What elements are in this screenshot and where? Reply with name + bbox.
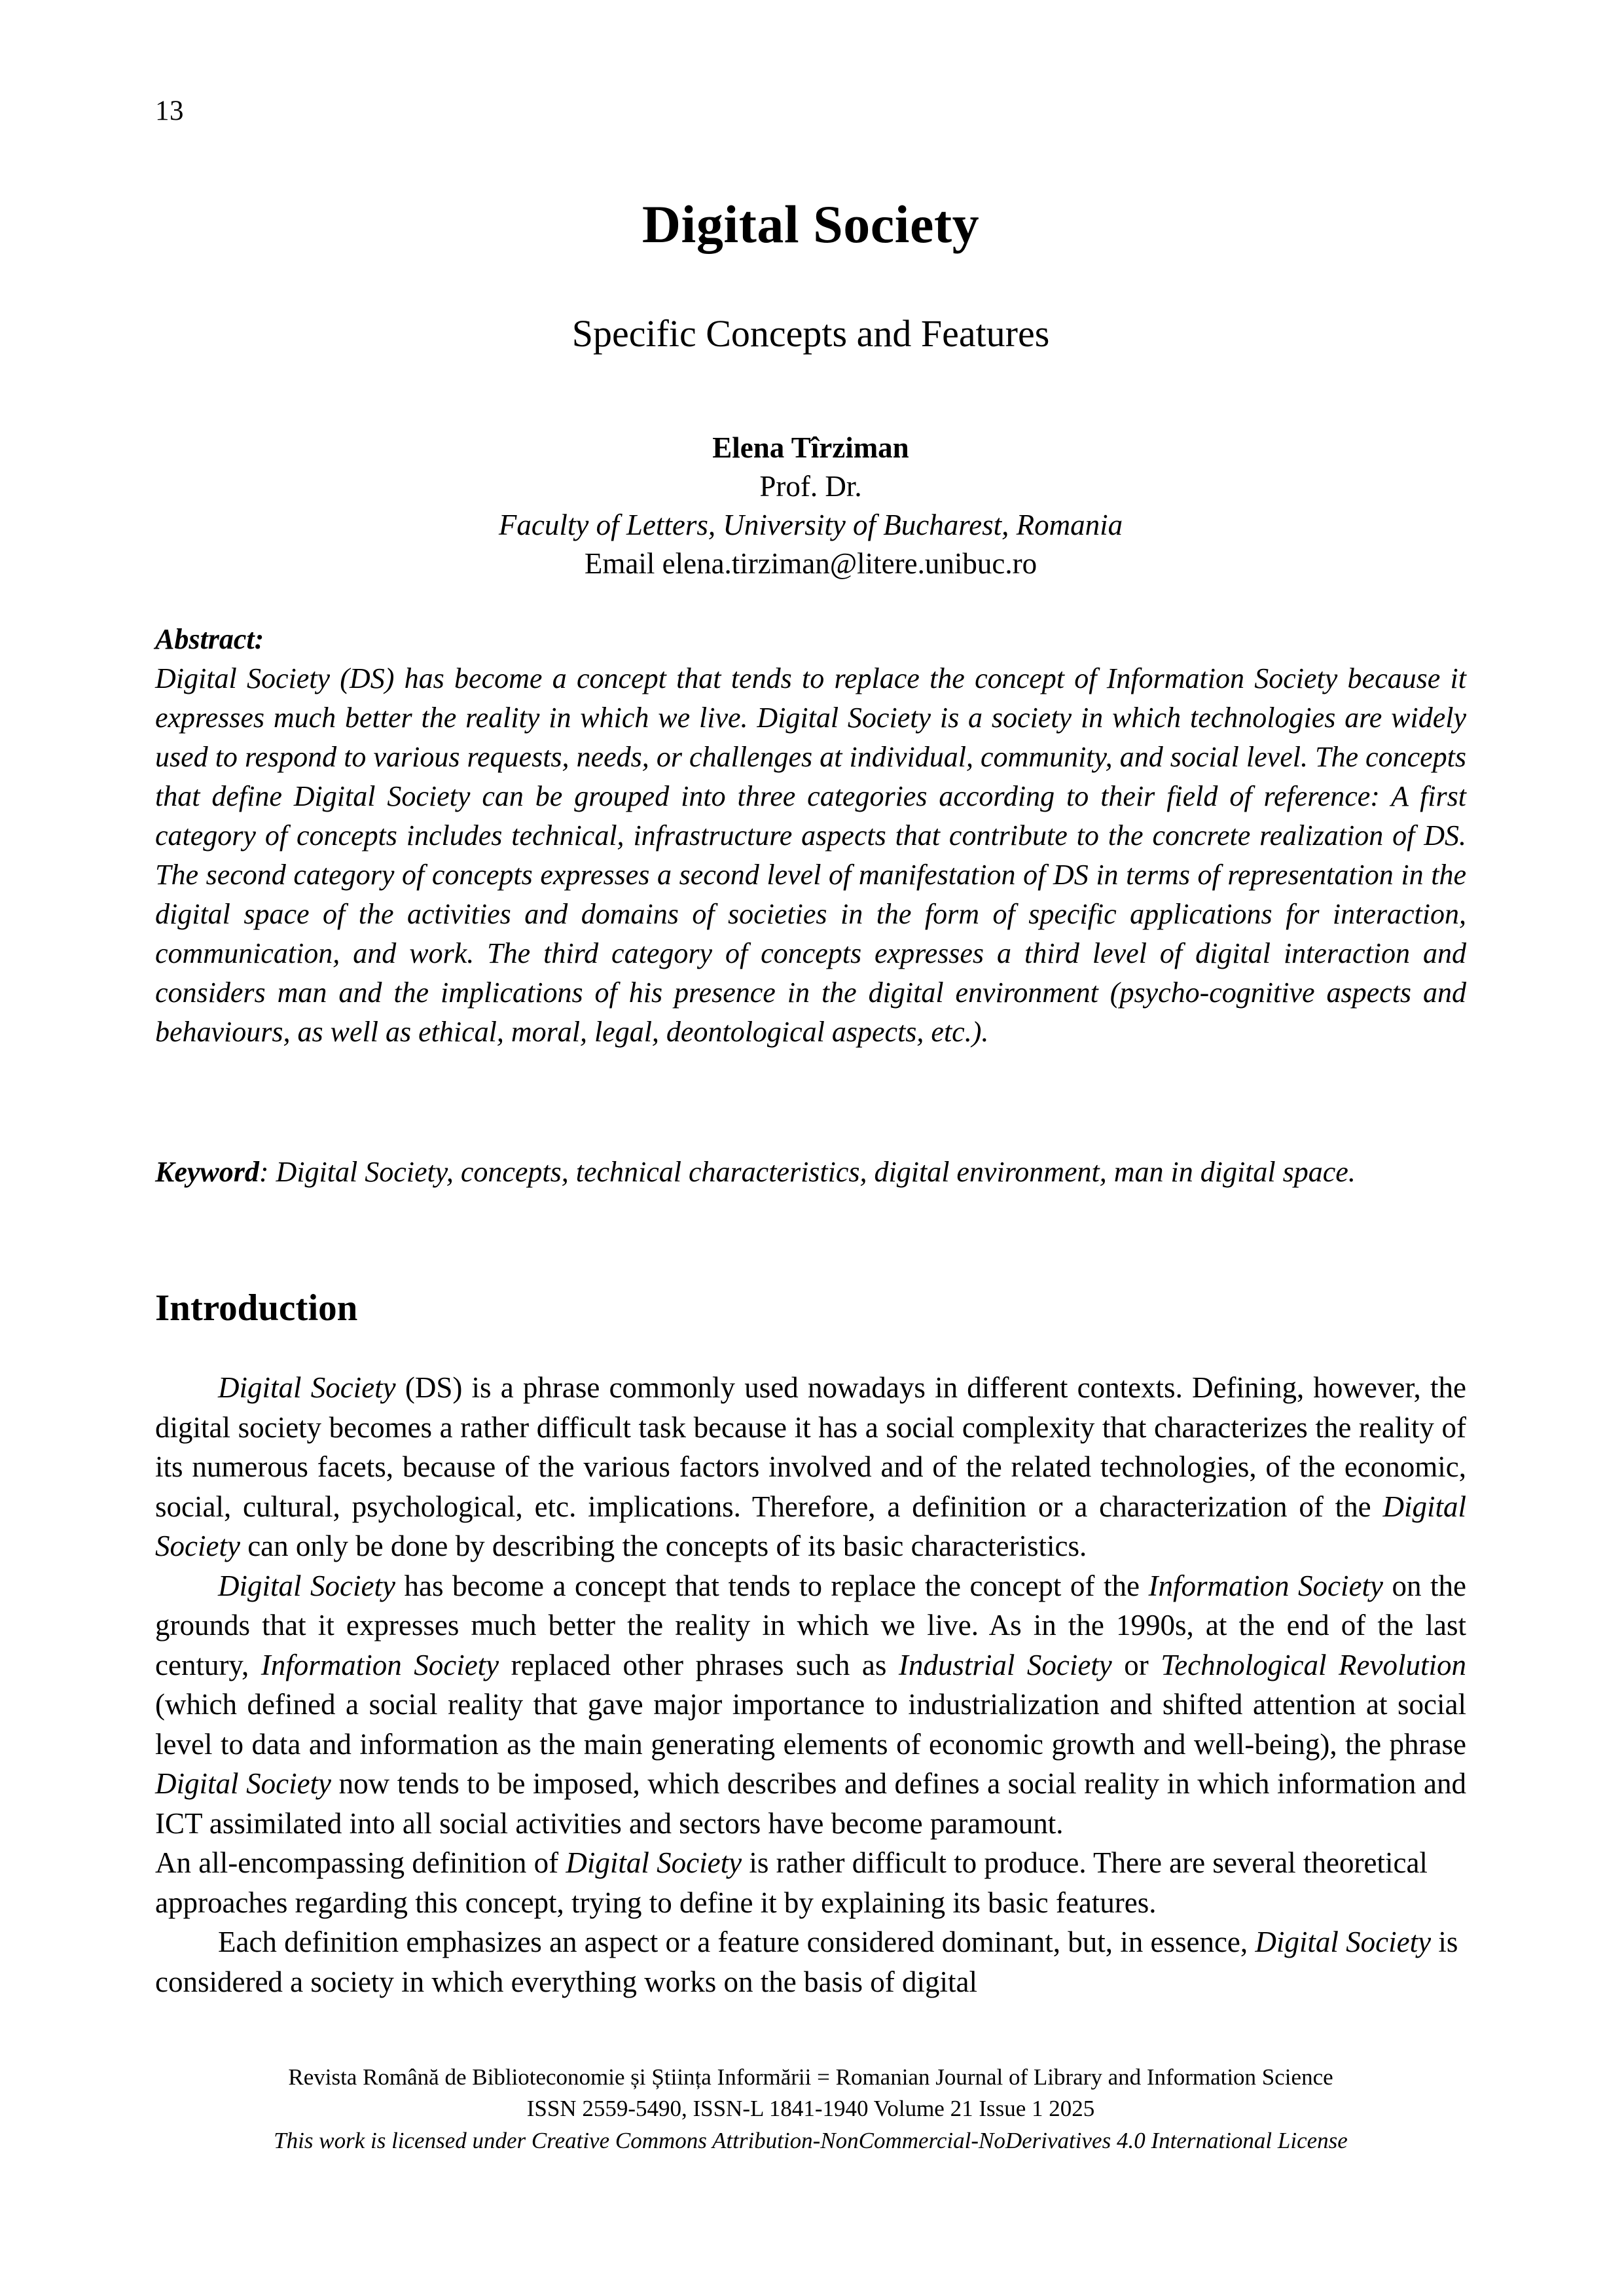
page-footer	[155, 2062, 1466, 2157]
page-number: 13	[155, 96, 184, 126]
keyword-label: Keyword	[155, 1156, 259, 1188]
author-email: Email elena.tirziman@litere.unibuc.ro	[584, 547, 1038, 580]
emph-industrial-society: Industrial Society	[898, 1648, 1112, 1681]
emph-digital-society-2: Digital Society	[155, 1490, 1466, 1563]
emph-information-society-2: Information Society	[261, 1648, 499, 1681]
paragraph-4-run-1: Each definition emphasizes an aspect or a feature considered dominant, but, in essence,	[218, 1926, 1255, 1959]
abstract-text: Digital Society (DS) has become a concept that tends to replace the concept of Information Society because it expresses much better the reality in which we live. Digital Society is a society in which technologies are widely used to respond to various requests, needs, or challenges at individual, community, and social level. The concepts that define Digital Society can be grouped into three categories according to their field of reference: A first category of concepts includes technical, infrastructure aspects that contribute to the concrete realization of DS. The second category of concepts expresses a second level of manifestation of DS in terms of representation in the digital space of the activities and domains of societies in the form of specific applications for interaction, communication, and work. The third category of concepts expresses a third level of digital interaction and considers man and the implications of his presence in the digital environment (psycho-cognitive aspects and behaviours, as well as ethical, moral, legal, deontological aspects, etc.).	[155, 662, 1466, 1049]
page-title: Digital Society	[641, 194, 980, 254]
paragraph-2-run-4: on the grounds that it expresses much better the reality in which we live. As in the 1990s, at the end of the last century,	[155, 1569, 1466, 1681]
paragraph-3-run-3: is rather difficult to produce. There are several theoretical approaches regarding this concept, trying to define it by explaining its basic features.	[155, 1846, 1428, 1919]
paragraph-2	[155, 1566, 1466, 1844]
emph-digital-society-3: Digital Society	[218, 1569, 395, 1602]
paragraph-1-run-4: can only be done by describing the concepts of its basic characteristics.	[240, 1530, 1087, 1563]
keyword-text: : Digital Society, concepts, technical characteristics, digital environment, man in digital space.	[259, 1156, 1356, 1188]
page-subtitle: Specific Concepts and Features	[571, 312, 1050, 355]
footer-journal-title: Revista Română de Biblioteconomie și Știința Informării = Romanian Journal of Library and Information Science	[288, 2064, 1333, 2090]
author-block	[155, 429, 1466, 583]
introduction-body	[155, 1368, 1466, 2001]
footer-license: This work is licensed under Creative Commons Attribution-NonCommercial-NoDerivatives 4.0 International License	[274, 2127, 1348, 2153]
paragraph-1	[155, 1368, 1466, 1566]
emph-technological-revolution: Technological Revolution	[1161, 1648, 1466, 1681]
section-heading-introduction: Introduction	[155, 1287, 358, 1329]
emph-digital-society-4: Digital Society	[155, 1767, 332, 1801]
abstract-section	[155, 620, 1466, 1052]
paragraph-2-run-2: has become a concept that tends to replace the concept of the	[395, 1569, 1149, 1602]
abstract-label: Abstract:	[155, 623, 264, 655]
paragraph-2-run-6: replaced other phrases such as	[499, 1648, 899, 1681]
paragraph-4	[155, 1922, 1466, 2001]
keyword-section	[155, 1153, 1466, 1192]
emph-digital-society: Digital Society	[218, 1371, 396, 1404]
paragraph-2-run-12: now tends to be imposed, which describes and defines a social reality in which information and ICT assimilated into all social activities and sectors have become paramount.	[155, 1767, 1466, 1840]
emph-digital-society-5: Digital Society	[566, 1846, 742, 1880]
footer-issn: ISSN 2559-5490, ISSN-L 1841-1940 Volume 21 Issue 1 2025	[526, 2096, 1095, 2122]
paragraph-1-run-2: (DS) is a phrase commonly used nowadays in different contexts. Defining, however, the digital society becomes a rather difficult task because it has a social complexity that characterizes the reality of its numerous facets, because of the various factors involved and of the related technologies, of the economic, social, cultural, psychological, etc. implications. Therefore, a definition or a characterization of the	[155, 1371, 1466, 1523]
author-rank: Prof. Dr.	[759, 469, 862, 503]
paragraph-3-run-1: An all-encompassing definition of	[155, 1846, 566, 1880]
author-name: Elena Tîrziman	[712, 431, 909, 464]
emph-information-society: Information Society	[1148, 1569, 1383, 1602]
paragraph-2-run-8: or	[1111, 1648, 1161, 1681]
paragraph-2-run-10: (which defined a social reality that gave major importance to industrialization and shifted attention at social level to data and information as the main generating elements of economic growth and well-being), the phrase	[155, 1688, 1466, 1761]
emph-digital-society-6: Digital Society	[1255, 1926, 1432, 1959]
author-affiliation: Faculty of Letters, University of Bucharest, Romania	[498, 508, 1123, 541]
paragraph-3	[155, 1843, 1466, 1922]
paragraph-4-run-3: is considered a society in which everything works on the basis of digital	[155, 1926, 1458, 1998]
